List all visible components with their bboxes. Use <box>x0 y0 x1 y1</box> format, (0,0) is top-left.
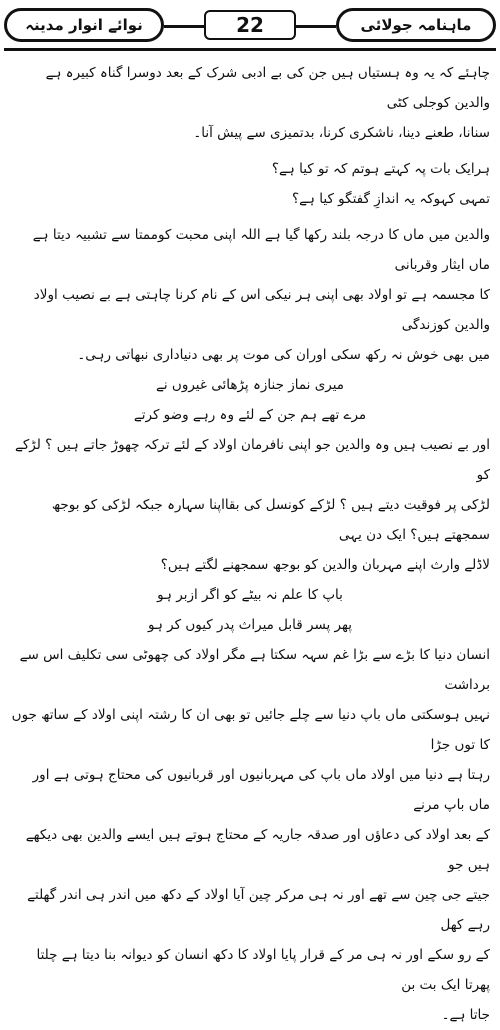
page-header <box>4 4 496 54</box>
text-line: نہیں ہوسکتی ماں باپ دنیا سے چلے جائیں تو بھی ان کا رشتہ اپنی اولاد کے ساتھ جوں کا توں جڑا <box>11 707 490 753</box>
header-divider <box>4 48 496 51</box>
magazine-name: نوائے انوار مدینہ <box>25 16 143 34</box>
text-line: اور بے نصیب ہیں وہ والدین جو اپنی نافرمان اولاد کے لئے ترکہ چھوڑ جاتے ہیں ؟ لڑکے کو <box>14 437 490 483</box>
text-line: رہتا ہے دنیا میں اولاد ماں باپ کی مہربانیوں اور قربانیوں کی محتاج ہوتی ہے اور ماں باپ مرنے <box>32 767 490 813</box>
text-line: جیتے جی چین سے تھے اور نہ ہی مرکر چین آیا اولاد کے دکھ میں اندر ہی اندر گھلتے رہے کھل <box>27 887 490 933</box>
magazine-name-badge <box>4 8 164 42</box>
verse-1 <box>10 370 490 430</box>
text-line: کے بعد اولاد کی دعاؤں اور صدقہ جاریہ کے محتاج ہوتے ہیں ایسے والدین بھی دیکھے ہیں جو <box>25 827 490 873</box>
text-line: لڑکی پر فوقیت دیتے ہیں ؟ لڑکے کونسل کی بقااپنا سہارہ جبکہ لڑکی کو بوجھ سمجھتے ہیں؟ ایک دن یہی <box>51 497 490 543</box>
text-line: چاہئے کہ یہ وہ ہستیاں ہیں جن کی بے ادبی شرک کے بعد دوسرا گناہ کبیرہ ہے والدین کوجلی کٹی <box>45 65 490 111</box>
text-line: والدین میں ماں کا درجہ بلند رکھا گیا ہے اللہ اپنی محبت کوممتا سے تشبیہ دیتا ہے ماں ایثار وقربانی <box>32 227 490 273</box>
text-line: انسان دنیا کا بڑے سے بڑا غم سہہ سکتا ہے مگر اولاد کی چھوٹی سی تکلیف اس سے برداشت <box>19 647 490 693</box>
text-line: کا مجسمہ ہے تو اولاد بھی اپنی ہر نیکی اس کے نام کرنا چاہتی ہے بے نصیب اولاد والدین کوزندگی <box>33 287 490 333</box>
article-body <box>10 58 490 1030</box>
paragraph-2 <box>10 154 490 214</box>
paragraph-4 <box>10 430 490 580</box>
verse-line: پھر پسر قابل میراث پدر کیوں کر ہو <box>148 617 352 633</box>
paragraph-5 <box>10 640 490 1030</box>
verse-2 <box>10 580 490 640</box>
page-number: 22 <box>236 13 264 37</box>
issue-title: ماہنامہ جولائی <box>360 16 472 34</box>
verse-line: مرے تھے ہم جن کے لئے وہ رہے وضو کرتے <box>133 407 367 423</box>
text-line: میں بھی خوش نہ رکھ سکی اوران کی موت پر بھی دنیاداری نبھاتی رہی۔ <box>77 347 490 363</box>
text-line: کے رو سکے اور نہ ہی مر کے قرار پایا اولاد کا دکھ انسان کو دیوانہ بنا دیتا ہے چلتا پھرتا ایک بت بن <box>36 947 490 993</box>
paragraph-3 <box>10 220 490 370</box>
text-line: تمہی کہوکہ یہ اندازِ گفتگو کیا ہے؟ <box>291 191 490 207</box>
issue-badge <box>336 8 496 42</box>
verse-line: میری نماز جنازہ پڑھائی غیروں نے <box>155 377 345 393</box>
verse-line: باپ کا علم نہ بیٹے کو اگر ازبر ہو <box>157 587 343 603</box>
text-line: ہرایک بات پہ کہتے ہوتم کہ تو کیا ہے؟ <box>271 161 490 177</box>
text-line: لاڈلے وارث اپنے مہربان والدین کو بوجھ سمجھنے لگتے ہیں؟ <box>160 557 490 573</box>
text-line: سنانا، طعنے دینا، ناشکری کرنا، بدتمیزی سے پیش آنا۔ <box>193 125 490 141</box>
text-line: جاتا ہے۔ <box>441 1007 490 1023</box>
paragraph-1 <box>10 58 490 148</box>
